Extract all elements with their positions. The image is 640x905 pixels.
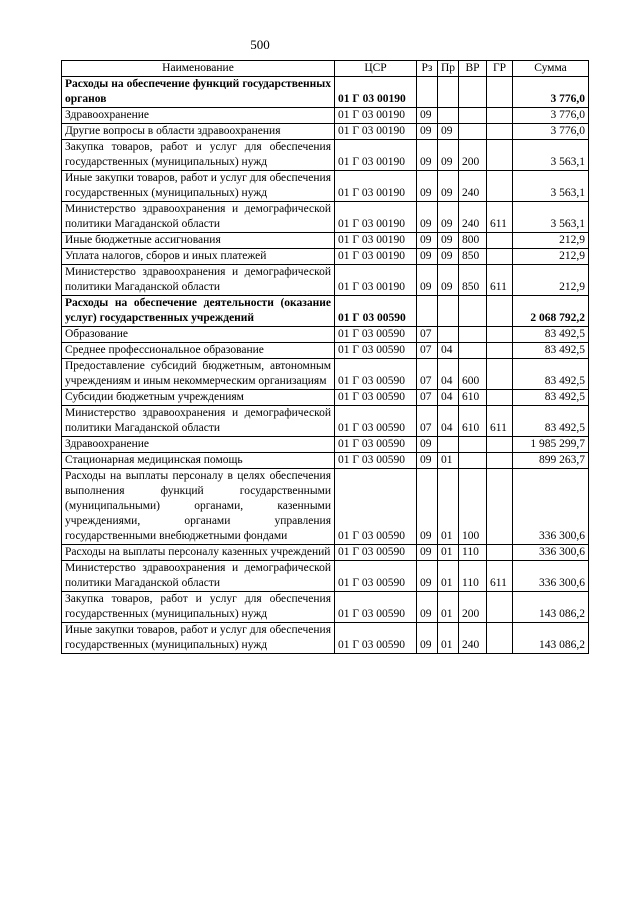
cell-pr: 04: [438, 343, 459, 359]
table-row: [62, 124, 589, 140]
cell-sum: 143 086,2: [513, 623, 589, 654]
cell-gr: [487, 359, 513, 390]
table-header-row: [62, 61, 589, 77]
cell-name: Здравоохранение: [62, 437, 335, 453]
table-row: [62, 202, 589, 233]
cell-vr: 240: [459, 623, 487, 654]
cell-sum: 336 300,6: [513, 561, 589, 592]
cell-name: Стационарная медицинская помощь: [62, 453, 335, 469]
cell-csr: 01 Г 03 00190: [335, 124, 417, 140]
cell-sum: 212,9: [513, 249, 589, 265]
cell-gr: [487, 296, 513, 327]
cell-vr: 610: [459, 390, 487, 406]
cell-gr: 611: [487, 561, 513, 592]
cell-rz: 09: [417, 545, 438, 561]
cell-name: Иные закупки товаров, работ и услуг для обеспечения государственных (муниципальных) нужд: [62, 171, 335, 202]
table-row: [62, 623, 589, 654]
cell-name: Министерство здравоохранения и демографической политики Магаданской области: [62, 265, 335, 296]
cell-name: Министерство здравоохранения и демографической политики Магаданской области: [62, 561, 335, 592]
cell-gr: 611: [487, 265, 513, 296]
cell-csr: 01 Г 03 00590: [335, 469, 417, 545]
cell-gr: [487, 249, 513, 265]
cell-pr: 01: [438, 469, 459, 545]
table-body: [62, 77, 589, 654]
cell-vr: [459, 343, 487, 359]
cell-vr: 100: [459, 469, 487, 545]
cell-name: Другие вопросы в области здравоохранения: [62, 124, 335, 140]
cell-gr: [487, 140, 513, 171]
cell-vr: 110: [459, 561, 487, 592]
header-gr: ГР: [487, 61, 513, 77]
cell-rz: 07: [417, 327, 438, 343]
cell-pr: [438, 296, 459, 327]
header-rz: Рз: [417, 61, 438, 77]
cell-csr: 01 Г 03 00190: [335, 140, 417, 171]
cell-vr: [459, 124, 487, 140]
cell-sum: 336 300,6: [513, 469, 589, 545]
cell-sum: 83 492,5: [513, 390, 589, 406]
header-sum: Сумма: [513, 61, 589, 77]
cell-sum: 143 086,2: [513, 592, 589, 623]
cell-csr: 01 Г 03 00590: [335, 327, 417, 343]
cell-vr: 240: [459, 171, 487, 202]
cell-sum: 899 263,7: [513, 453, 589, 469]
cell-pr: 09: [438, 171, 459, 202]
cell-gr: 611: [487, 406, 513, 437]
cell-vr: 200: [459, 140, 487, 171]
budget-table: [61, 60, 589, 654]
cell-csr: 01 Г 03 00590: [335, 343, 417, 359]
cell-rz: [417, 296, 438, 327]
table-row: [62, 171, 589, 202]
cell-name: Здравоохранение: [62, 108, 335, 124]
page-number: 500: [250, 37, 270, 52]
cell-name: Расходы на обеспечение функций государственных органов: [62, 77, 335, 108]
cell-csr: 01 Г 03 00190: [335, 249, 417, 265]
cell-rz: 09: [417, 171, 438, 202]
cell-rz: 09: [417, 233, 438, 249]
cell-gr: [487, 592, 513, 623]
cell-vr: 600: [459, 359, 487, 390]
header-vr: ВР: [459, 61, 487, 77]
cell-rz: 09: [417, 623, 438, 654]
cell-csr: 01 Г 03 00590: [335, 545, 417, 561]
header-name: Наименование: [62, 61, 335, 77]
cell-vr: 850: [459, 265, 487, 296]
cell-pr: 09: [438, 140, 459, 171]
cell-gr: 611: [487, 202, 513, 233]
cell-gr: [487, 437, 513, 453]
cell-pr: 09: [438, 233, 459, 249]
cell-name: Расходы на выплаты персоналу казенных учреждений: [62, 545, 335, 561]
cell-rz: [417, 77, 438, 108]
cell-vr: 240: [459, 202, 487, 233]
cell-csr: 01 Г 03 00590: [335, 390, 417, 406]
cell-pr: 09: [438, 249, 459, 265]
cell-rz: 07: [417, 390, 438, 406]
cell-csr: 01 Г 03 00190: [335, 171, 417, 202]
cell-sum: 212,9: [513, 233, 589, 249]
cell-name: Иные закупки товаров, работ и услуг для обеспечения государственных (муниципальных) нужд: [62, 623, 335, 654]
cell-name: Расходы на выплаты персоналу в целях обеспечения выполнения функций государственными (муниципальными) органами, казенными учреждениями, органами управления государственными внебюджетными фондами: [62, 469, 335, 545]
cell-csr: 01 Г 03 00590: [335, 406, 417, 437]
cell-pr: 09: [438, 202, 459, 233]
cell-name: Закупка товаров, работ и услуг для обеспечения государственных (муниципальных) нужд: [62, 140, 335, 171]
cell-vr: 800: [459, 233, 487, 249]
cell-pr: 01: [438, 453, 459, 469]
cell-rz: 09: [417, 437, 438, 453]
cell-sum: 3 776,0: [513, 77, 589, 108]
cell-sum: 83 492,5: [513, 343, 589, 359]
cell-pr: 04: [438, 406, 459, 437]
cell-csr: 01 Г 03 00590: [335, 296, 417, 327]
cell-pr: 04: [438, 359, 459, 390]
cell-gr: [487, 545, 513, 561]
header-pr: Пр: [438, 61, 459, 77]
cell-name: Предоставление субсидий бюджетным, автономным учреждениям и иным некоммерческим организациям: [62, 359, 335, 390]
cell-vr: 610: [459, 406, 487, 437]
cell-gr: [487, 453, 513, 469]
cell-pr: 04: [438, 390, 459, 406]
cell-vr: 200: [459, 592, 487, 623]
cell-pr: 09: [438, 124, 459, 140]
cell-rz: 09: [417, 249, 438, 265]
cell-rz: 09: [417, 265, 438, 296]
cell-pr: [438, 108, 459, 124]
cell-rz: 09: [417, 124, 438, 140]
cell-gr: [487, 390, 513, 406]
cell-name: Министерство здравоохранения и демографической политики Магаданской области: [62, 406, 335, 437]
table-row: [62, 249, 589, 265]
cell-pr: 09: [438, 265, 459, 296]
cell-sum: 3 563,1: [513, 202, 589, 233]
table-row: [62, 327, 589, 343]
cell-rz: 07: [417, 343, 438, 359]
cell-gr: [487, 77, 513, 108]
table-row: [62, 359, 589, 390]
table-row: [62, 390, 589, 406]
cell-csr: 01 Г 03 00590: [335, 592, 417, 623]
cell-csr: 01 Г 03 00190: [335, 202, 417, 233]
table-row: [62, 77, 589, 108]
cell-gr: [487, 469, 513, 545]
table-row: [62, 561, 589, 592]
header-csr: ЦСР: [335, 61, 417, 77]
cell-gr: [487, 124, 513, 140]
table-row: [62, 469, 589, 545]
cell-sum: 336 300,6: [513, 545, 589, 561]
cell-vr: [459, 77, 487, 108]
cell-sum: 3 776,0: [513, 124, 589, 140]
cell-vr: [459, 108, 487, 124]
cell-vr: 850: [459, 249, 487, 265]
table-row: [62, 108, 589, 124]
cell-csr: 01 Г 03 00190: [335, 108, 417, 124]
table-row: [62, 265, 589, 296]
cell-csr: 01 Г 03 00190: [335, 77, 417, 108]
cell-sum: 3 563,1: [513, 171, 589, 202]
cell-name: Иные бюджетные ассигнования: [62, 233, 335, 249]
cell-vr: [459, 437, 487, 453]
cell-csr: 01 Г 03 00590: [335, 623, 417, 654]
cell-sum: 83 492,5: [513, 327, 589, 343]
table-row: [62, 545, 589, 561]
cell-pr: [438, 327, 459, 343]
cell-name: Среднее профессиональное образование: [62, 343, 335, 359]
cell-gr: [487, 171, 513, 202]
cell-rz: 09: [417, 202, 438, 233]
cell-gr: [487, 623, 513, 654]
cell-rz: 09: [417, 453, 438, 469]
cell-csr: 01 Г 03 00590: [335, 453, 417, 469]
cell-sum: 83 492,5: [513, 359, 589, 390]
cell-rz: 09: [417, 469, 438, 545]
cell-csr: 01 Г 03 00590: [335, 437, 417, 453]
cell-sum: 3 563,1: [513, 140, 589, 171]
table-row: [62, 296, 589, 327]
table-row: [62, 406, 589, 437]
cell-name: Уплата налогов, сборов и иных платежей: [62, 249, 335, 265]
cell-sum: 212,9: [513, 265, 589, 296]
cell-gr: [487, 327, 513, 343]
cell-rz: 09: [417, 561, 438, 592]
cell-gr: [487, 233, 513, 249]
table-row: [62, 343, 589, 359]
cell-name: Субсидии бюджетным учреждениям: [62, 390, 335, 406]
cell-vr: [459, 453, 487, 469]
cell-vr: [459, 296, 487, 327]
cell-rz: 07: [417, 406, 438, 437]
cell-pr: [438, 437, 459, 453]
cell-sum: 2 068 792,2: [513, 296, 589, 327]
cell-pr: 01: [438, 561, 459, 592]
cell-gr: [487, 343, 513, 359]
cell-sum: 83 492,5: [513, 406, 589, 437]
table-row: [62, 233, 589, 249]
cell-sum: 1 985 299,7: [513, 437, 589, 453]
cell-csr: 01 Г 03 00590: [335, 359, 417, 390]
table-row: [62, 453, 589, 469]
cell-pr: 01: [438, 545, 459, 561]
cell-name: Закупка товаров, работ и услуг для обеспечения государственных (муниципальных) нужд: [62, 592, 335, 623]
cell-name: Министерство здравоохранения и демографической политики Магаданской области: [62, 202, 335, 233]
cell-rz: 09: [417, 592, 438, 623]
cell-pr: 01: [438, 623, 459, 654]
cell-gr: [487, 108, 513, 124]
cell-vr: 110: [459, 545, 487, 561]
table-row: [62, 592, 589, 623]
cell-sum: 3 776,0: [513, 108, 589, 124]
cell-vr: [459, 327, 487, 343]
cell-csr: 01 Г 03 00590: [335, 561, 417, 592]
cell-name: Образование: [62, 327, 335, 343]
table-row: [62, 140, 589, 171]
cell-pr: [438, 77, 459, 108]
cell-pr: 01: [438, 592, 459, 623]
cell-csr: 01 Г 03 00190: [335, 233, 417, 249]
cell-rz: 09: [417, 108, 438, 124]
table-row: [62, 437, 589, 453]
cell-rz: 07: [417, 359, 438, 390]
cell-rz: 09: [417, 140, 438, 171]
cell-name: Расходы на обеспечение деятельности (оказание услуг) государственных учреждений: [62, 296, 335, 327]
cell-csr: 01 Г 03 00190: [335, 265, 417, 296]
